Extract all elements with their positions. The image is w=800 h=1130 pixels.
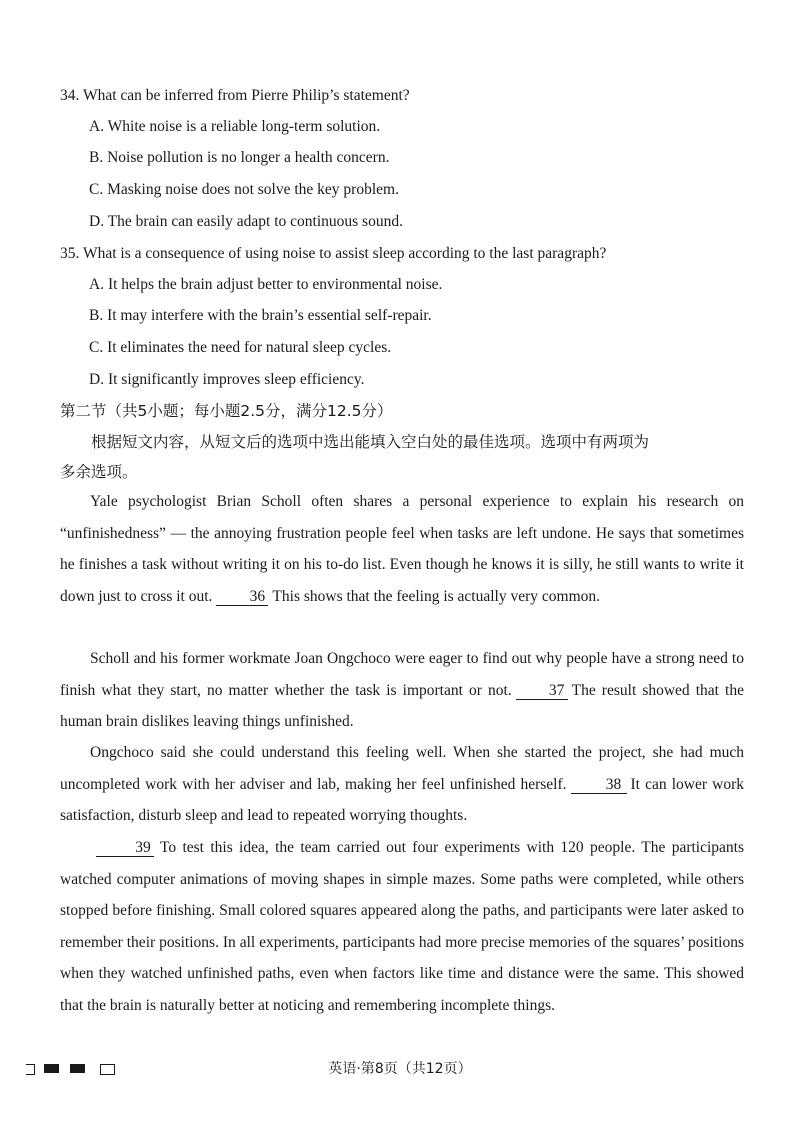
question-34-option-d: D. The brain can easily adapt to continuous sound.	[89, 213, 403, 230]
paragraph-2-text-before: Scholl and his former workmate Joan Ongchoco were eager to find out why people have a strong need to finish what they start, no matter whether the task is important or not.	[60, 650, 744, 699]
blank-36: 36	[216, 588, 268, 606]
passage-paragraph-1	[60, 486, 744, 612]
section-instruction-line2: 多余选项。	[60, 463, 138, 481]
question-34-option-b: B. Noise pollution is no longer a health concern.	[89, 149, 390, 166]
passage-paragraph-3	[60, 737, 744, 832]
question-35-option-a: A. It helps the brain adjust better to environmental noise.	[89, 276, 443, 293]
section-instruction-line1: 根据短文内容，从短文后的选项中选出能填入空白处的最佳选项。选项中有两项为	[91, 433, 650, 451]
passage-paragraph-4	[60, 832, 744, 1021]
blank-39: 39	[96, 839, 154, 857]
paragraph-3-text-after: It can lower work satisfaction, disturb sleep and lead to repeated worrying thoughts.	[60, 775, 744, 824]
question-35-option-c: C. It eliminates the need for natural sleep cycles.	[89, 339, 392, 356]
blank-37: 37	[516, 682, 568, 700]
paragraph-1-text-before: Yale psychologist Brian Scholl often shares a personal experience to explain his research on “unfinishedness” — the annoying frustration people feel when tasks are left undone. He says that sometimes he finishes a task without writing it on his to-do list. Even though he knows it is silly, he still wants to write it down just to cross it out.	[60, 493, 744, 605]
paragraph-3-text-before: Ongchoco said she could understand this feeling well. When she started the project, she had much uncompleted work with her adviser and lab, making her feel unfinished herself.	[60, 744, 744, 793]
passage-paragraph-2	[60, 643, 744, 738]
question-35-stem: 35. What is a consequence of using noise to assist sleep according to the last paragraph?	[60, 245, 607, 262]
section-title: 第二节（共5小题；每小题2.5分，满分12.5分）	[60, 402, 393, 420]
filled-block-mark-icon	[70, 1064, 85, 1073]
question-34-option-c: C. Masking noise does not solve the key problem.	[89, 181, 399, 198]
question-35-option-d: D. It significantly improves sleep efficiency.	[89, 371, 365, 388]
page-footer	[0, 1060, 800, 1080]
page-number: 英语·第8页（共12页）	[328, 1061, 472, 1077]
question-34-stem: 34. What can be inferred from Pierre Philip’s statement?	[60, 87, 410, 104]
bracket-mark-icon	[26, 1064, 35, 1075]
paragraph-1-text-after: This shows that the feeling is actually very common.	[272, 587, 601, 605]
blank-38: 38	[571, 776, 627, 794]
paragraph-4-text: To test this idea, the team carried out four experiments with 120 people. The participants watched computer animations of moving shapes in simple mazes. Some paths were completed, while others stopped before finishing. Small colored squares appeared along the paths, and participants were later asked to remember their positions. In all experiments, participants had more precise memories of the squares’ positions when they watched unfinished paths, even when factors like time and distance were the same. This showed that the brain is naturally better at noticing and remembering incomplete things.	[60, 839, 744, 1014]
filled-block-mark-icon	[44, 1064, 59, 1073]
question-35-option-b: B. It may interfere with the brain’s essential self-repair.	[89, 307, 432, 324]
paragraph-2-text-after: The result showed that the human brain dislikes leaving things unfinished.	[60, 681, 744, 730]
hollow-block-mark-icon	[100, 1064, 115, 1075]
question-34-option-a: A. White noise is a reliable long-term solution.	[89, 118, 381, 135]
